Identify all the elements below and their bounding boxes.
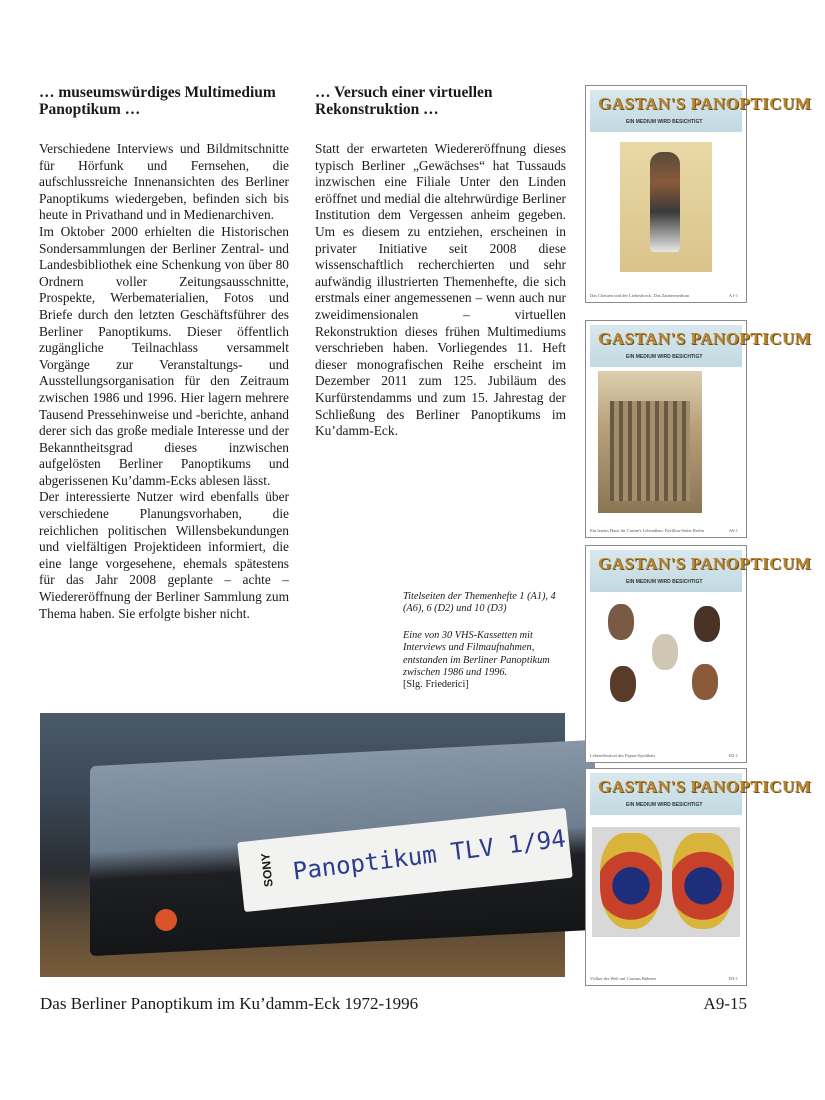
cassette-record-tab [155, 909, 177, 931]
figure-captions [403, 591, 568, 692]
cover-caption: Das Chetuen und der Liebesbrock. Das Zaubermedium [590, 293, 690, 298]
wax-head [608, 604, 634, 640]
panopticum-logo: GASTAN'S PANOPTICUM [598, 554, 812, 573]
caption-source: [Slg. Friederici] [403, 679, 469, 691]
cover-caption: Lebendfestival des Papua-Syndikats [590, 753, 656, 758]
cover-page-number: A1-1 [728, 293, 738, 298]
paragraph-interviews: Verschiedene Interviews und Bildmitschnitte für Hörfunk und Fernsehen, die aufschlussreiche Innenansichten des Berliner Panoptikums wiedergeben, befinden sich bis heute in Privathand und in Medienarchiven. [39, 141, 289, 223]
cover-thumbnail-a1 [585, 85, 812, 303]
cover-caption: Völker der Welt auf Castans Bühnen [590, 976, 656, 981]
section-heading-multimedium: … museumswürdiges Multimedium Panoptikum … [39, 84, 276, 118]
cover-masks-photo [592, 827, 740, 937]
wax-head [652, 634, 678, 670]
cover-illustration [620, 142, 712, 272]
panopticum-logo: GASTAN'S PANOPTICUM [598, 329, 812, 348]
painted-mask [600, 833, 662, 929]
section-heading-rekonstruktion: … Versuch einer virtuellen Rekonstruktion … [315, 84, 493, 118]
paragraph-schenkung: Im Oktober 2000 erhielten die Historischen Sondersammlungen der Berliner Zentral- und Landesbibliothek eine Schenkung von über 80 Ordnern voller Zeitungsausschnitte, Prospekte, Werbematerialien, Fotos und Briefe durch den letzten Geschäftsführer des Berliner Panoptikums. Dieser öffentlich zugängliche Teilnachlass versammelt Vorgänge zur Veranstaltungs- und Ausstellungsorganisation für den Zeitraum zwischen 1986 und 1996. Hier lagern mehrere Tausend Pressehinweise und -berichte, anhand derer sich das große mediale Interesse und der Bekanntheitsgrad dieses inzwischen aufgelösten Berliner Panoptikums und abgerissenen Ku’damm-Ecks ablesen lässt. [39, 223, 289, 488]
running-footer-title: Das Berliner Panoptikum im Ku’damm-Eck 1972-1996 [40, 994, 419, 1013]
vhs-cassette-photo [40, 713, 568, 977]
page-number: A9-15 [703, 994, 747, 1013]
wax-head [694, 606, 720, 642]
cover-thumbnail-a6 [585, 320, 812, 538]
text-column-left [39, 84, 289, 622]
wax-head [692, 664, 718, 700]
caption-tape: Eine von 30 VHS-Kassetten mit Interviews und Filmaufnahmen, entstanden im Berliner Panoptikum zwischen 1986 und 1996. [403, 629, 550, 679]
cover-caption: Ein letztes Haus für Castan's Lebendbau. Pavillon-Stube Berlin [590, 528, 705, 533]
cover-tagline: EIN MEDIUM WIRD BESICHTIGT [626, 802, 703, 808]
paragraph-rekonstruktion: Statt der erwarteten Wiedereröffnung dieses typisch Berliner „Gewächses“ hat Tussauds inzwischen eine Filiale Unter den Linden eröffnet und medial die altehrwürdige Berliner Institution dem Vergessen anheim gegeben. Um es diesem zu entziehen, erscheinen in privater Initiative seit 2008 diese wissenschaftlich recherchierten und sehr aufwändig illustrierten Themenhefte, die sich erstmals einer angemessenen – wenn auch nur zweidimensionalen – virtuellen Rekonstruktion dieses frühen Multimediums verschrieben haben. Vorliegendes 11. Heft dieser monografischen Reihe erscheint im Dezember 2011 zum 125. Jubiläum des Kurfürstendamms und zum 15. Jahrestag der Schließung des Berliner Panoptikums im Ku’damm-Eck. [315, 141, 566, 439]
paragraph-planung: Der interessierte Nutzer wird ebenfalls über verschiedene Planungsvorhaben, die reichlichen politischen Willensbekundungen und vielfältigen Projektideen informiert, die eine lange vorgesehene, ehemals spätestens für das Jahr 2008 geplante – achte – Wiedereröffnung der Berliner Sammlung zum Thema haben. Sie erfolgte bisher nicht. [39, 489, 289, 621]
panopticum-logo: GASTAN'S PANOPTICUM [598, 94, 812, 113]
cover-thumbnail-d3 [585, 768, 812, 986]
cover-tagline: EIN MEDIUM WIRD BESICHTIGT [626, 119, 703, 125]
cover-tagline: EIN MEDIUM WIRD BESICHTIGT [626, 354, 703, 360]
cassette-label-handwriting: Panoptikum TLV 1/94 [291, 824, 568, 886]
cover-building-photo [598, 371, 702, 513]
panopticum-logo: GASTAN'S PANOPTICUM [598, 777, 812, 796]
caption-covers: Titelseiten der Themenhefte 1 (A1), 4 (A6), 6 (D2) und 10 (D3) [403, 591, 556, 615]
text-column-middle [315, 84, 566, 440]
painted-mask [672, 833, 734, 929]
cover-thumbnail-d2 [585, 545, 812, 763]
cassette-brand: SONY [258, 852, 276, 888]
cover-page-number: D2-1 [728, 753, 738, 758]
cover-page-number: A6-1 [728, 528, 738, 533]
cover-tagline: EIN MEDIUM WIRD BESICHTIGT [626, 579, 703, 585]
wax-head [610, 666, 636, 702]
cover-page-number: D3-1 [728, 976, 738, 981]
